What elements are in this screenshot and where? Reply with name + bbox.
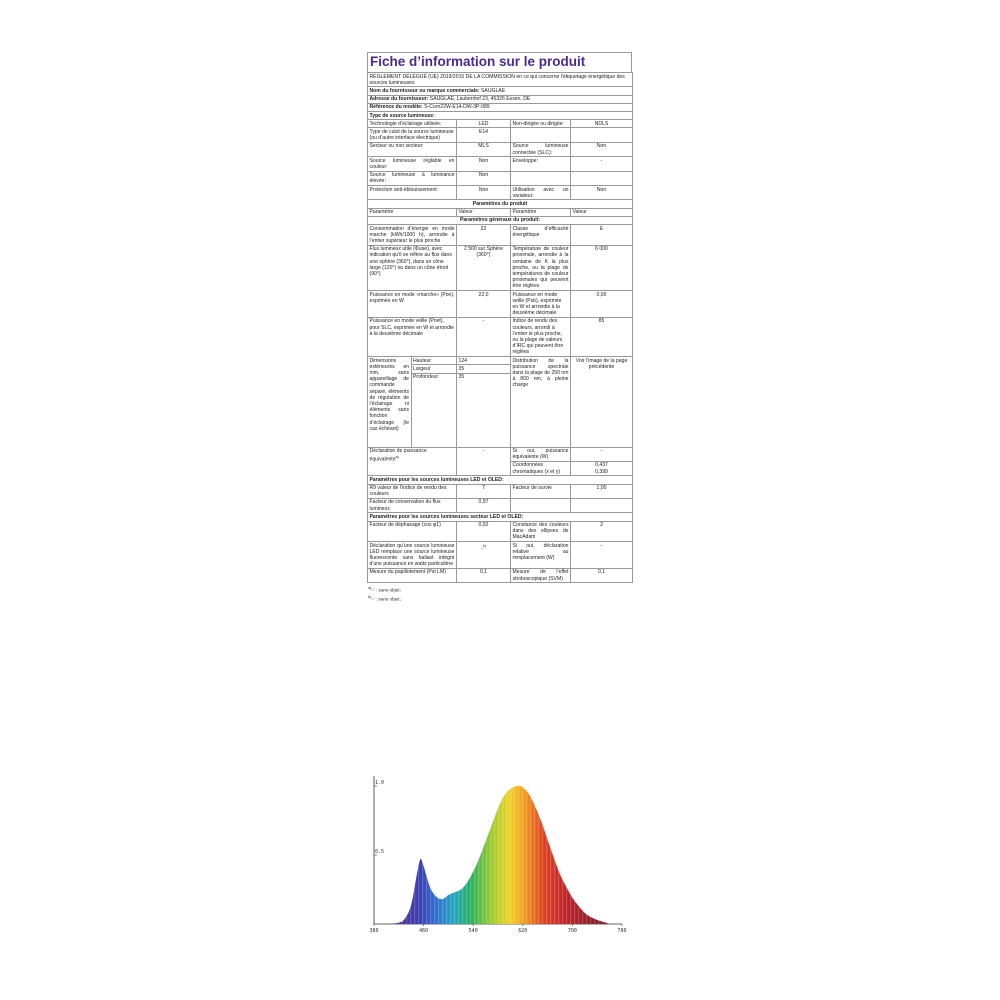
param-cell: [511, 171, 571, 185]
chart-plot: [369, 776, 626, 934]
table-row: [368, 291, 633, 318]
info-table: [367, 72, 633, 583]
dimension-value: 35: [457, 365, 510, 373]
param-cell: Constance des couleurs dans des ellipses de MacAdam: [512, 522, 569, 541]
value-cell: 2: [571, 521, 633, 542]
value-cell: 0,92: [457, 521, 511, 542]
column-header: Paramètre: [511, 208, 571, 216]
value-cell: -: [571, 157, 633, 171]
table-row: [368, 447, 633, 461]
value-cell: [571, 498, 633, 512]
value-cell: NDLS: [571, 120, 633, 128]
value-cell: 2 500 sur Sphère (360°): [457, 245, 511, 290]
param-cell: Puissance en mode «marche» (Pon), exprimée en W: [368, 291, 457, 318]
value-cell: -: [571, 447, 633, 461]
value-cell: Non: [457, 157, 511, 171]
param-cell: Source lumineuse connectée (SLC):: [512, 143, 569, 156]
value-cell: [571, 128, 633, 142]
value-cell: [571, 171, 633, 185]
value-cell: [457, 542, 511, 569]
dimensions-cell: [368, 357, 457, 447]
table-row: [368, 498, 633, 512]
value-cell: 22: [457, 225, 511, 246]
value-cell: E: [571, 225, 633, 246]
table-row: [368, 357, 633, 447]
column-header: Valeur: [457, 208, 511, 216]
table-row: [368, 171, 633, 185]
model-row: [368, 103, 633, 111]
param-cell: Température de couleur proximale, arrondie à la centaine de K la plus proche, ou la plage de températures de couleur proximales qui peuvent être réglées: [512, 246, 569, 290]
chromaticity-y: 0,399: [595, 468, 608, 475]
param-cell: Si oui, déclaration relative au remplacement (W): [511, 542, 571, 569]
value-cell: MLS: [457, 142, 511, 156]
param-cell: Indice de rendu des couleurs, arrondi à l’entier le plus proche, ou la plage de valeurs d’IRC qui peuvent être réglées: [511, 317, 571, 356]
value-cell: Non: [457, 171, 511, 185]
table-header-row: [368, 208, 633, 216]
value-cell: -: [457, 317, 511, 356]
footnote-text: '-' : sans objet;: [371, 596, 401, 602]
y-tick-label: 0.5: [375, 849, 385, 855]
param-cell: [511, 498, 571, 512]
spectrum-chart: [366, 764, 634, 936]
dimension-value: 35: [458, 374, 465, 381]
value-cell: 0,97: [457, 498, 511, 512]
param-cell: Facteur de déphasage (cos φ1): [368, 521, 457, 542]
dimension-name: Hauteur: [411, 357, 456, 365]
value-cell: [571, 461, 633, 475]
x-tick-label: 380: [369, 928, 379, 934]
value-text: -: [481, 545, 483, 552]
x-tick-label: 540: [468, 928, 478, 934]
table-row: [368, 245, 633, 290]
param-cell: Utilisation avec un variateur:: [512, 186, 569, 199]
footnote-text: '-' : sans objet;: [371, 587, 401, 593]
param-cell: Puissance en mode veille (Pnet), pour SLC, exprimée en W et arrondie à la deuxième décimale: [368, 317, 457, 356]
supplier-row: [368, 87, 633, 95]
table-row: [368, 120, 633, 128]
general-header: Paramètres généraux du produit:: [368, 216, 633, 224]
param-cell: Flux lumineux utile (Φuse), avec indication qu’il se réfère au flux dans une sphère (360°), dans un cône large (120°) ou dans un cône étroit (90°): [368, 245, 457, 290]
param-cell: Source lumineuse réglable en couleur:: [369, 157, 455, 170]
spectrum-texture: [386, 786, 609, 924]
model-label: Référence du modèle:: [369, 104, 423, 111]
footnote-marker: b): [368, 594, 372, 599]
footnote-marker: a): [395, 455, 399, 460]
table-row: [368, 484, 633, 498]
param-cell: Secteur ou non secteur:: [368, 142, 457, 156]
type-header: Type de source lumineuse:: [368, 112, 633, 120]
address-row: [368, 95, 633, 103]
value-cell: 0,1: [457, 568, 511, 582]
equiv-label: Déclaration de puissance équivalente: [369, 448, 427, 463]
footnote-marker: a): [368, 586, 372, 591]
value-cell: E14: [457, 128, 511, 142]
y-tick-label: 1.0: [375, 780, 385, 786]
value-cell: Non: [457, 186, 511, 200]
param-cell: Si oui, puissance équivalente (W): [512, 448, 569, 461]
table-row: [368, 157, 633, 171]
param-cell: Non-dirigée ou dirigée:: [511, 120, 571, 128]
x-tick-label: 780: [617, 928, 627, 934]
address-value: SAUGLAE, Laubenhof 23, 45326 Essen, DE: [429, 96, 531, 103]
value-cell: -: [571, 542, 633, 569]
table-row: [368, 521, 633, 542]
table-row: [368, 142, 633, 156]
value-cell: -: [457, 447, 511, 476]
mls-header: Paramètres pour les sources lumineuses secteur LED et OLED:: [368, 513, 633, 521]
param-cell: Facteur de conservation du flux lumineux: [368, 498, 457, 512]
param-cell: Consommation d’énergie en mode marche (kWh/1000 h), arrondie à l’entier supérieur le plus proche: [369, 225, 455, 244]
x-tick-label: 620: [518, 928, 528, 934]
param-cell: Puissance en mode veille (Psb), exprimée en W et arrondie à la deuxième décimale: [511, 291, 571, 318]
table-row: [368, 568, 633, 582]
param-cell: Protection anti-éblouissement:: [368, 186, 457, 200]
value-cell: 7: [457, 484, 511, 498]
param-cell: Coordonnées chromatiques (x et y): [511, 461, 571, 475]
table-row: [368, 128, 633, 142]
footnotes: [367, 585, 632, 602]
param-cell: Mesure du papillotement (Pst LM): [368, 568, 457, 582]
dimension-name: Largeur: [411, 365, 456, 373]
params-header: Paramètres du produit: [368, 200, 633, 208]
footnote: [368, 585, 632, 594]
value-cell: LED: [457, 120, 511, 128]
param-cell: Déclaration qu’une source lumineuse LED remplace une source lumineuse fluorescente sans ballast intégré d’une puissance en watts particulière: [369, 542, 455, 568]
value-cell: Voir l’image de la page précédente: [571, 357, 633, 447]
param-cell: [368, 447, 457, 476]
page-title: Fiche d’information sur le produit: [367, 52, 632, 72]
param-cell: R9 valeur de l’indice de rendu des couleurs: [368, 484, 457, 498]
param-cell: Technologie d’éclairage utilisée:: [368, 120, 457, 128]
param-cell: [511, 128, 571, 142]
value-cell: 85: [571, 317, 633, 356]
product-information-sheet: [367, 52, 632, 602]
dimensions-label: Dimensions extérieures en mm, sans appareillage de commande séparé, éléments de régulation de l’éclairage ni éléments sans fonction d’éclairage (le cas échéant): [368, 357, 411, 446]
value-cell: 1,00: [571, 484, 633, 498]
table-row: [368, 542, 633, 569]
value-cell: 6 000: [571, 245, 633, 290]
param-cell: Enveloppe:: [511, 157, 571, 171]
value-cell: 22,0: [457, 291, 511, 318]
regulation-text: RÈGLEMENT DÉLÉGUÉ (UE) 2019/2015 DE LA COMMISSION en ce qui concerne l’étiquetage énergétique des sources lumineuses: [368, 73, 633, 87]
dimension-name: Profondeur: [413, 374, 439, 381]
param-cell: Facteur de survie: [511, 484, 571, 498]
dimensions-values: [457, 357, 511, 447]
value-cell: 0,00: [571, 291, 633, 318]
value-cell: Non: [571, 186, 633, 200]
chromaticity-x: 0,437: [595, 462, 608, 469]
model-value: S-Corn22W-E14-DW-3P-089: [424, 104, 490, 111]
dimension-value: 124: [457, 357, 510, 365]
param-cell: Mesure de l’effet stroboscopique (SVM): [512, 569, 569, 582]
address-label: Adresse du fournisseur:: [369, 96, 429, 103]
table-row: [368, 225, 633, 246]
param-cell: Type de culot de la source lumineuse (ou d’autre interface électrique): [368, 128, 457, 142]
column-header: Valeur: [571, 208, 633, 216]
param-cell: Classe d’efficacité énergétique: [511, 225, 571, 246]
led-header: Paramètres pour les sources lumineuses LED et OLED:: [368, 476, 633, 484]
supplier-value: SAUGLAE: [481, 87, 506, 94]
table-row: [368, 186, 633, 200]
param-cell: Distribution de la puissance spectrale dans la plage de 250 nm à 800 nm, à pleine charge: [511, 357, 571, 447]
table-row: [368, 317, 633, 356]
supplier-label: Nom du fournisseur ou marque commerciale:: [369, 87, 480, 94]
value-cell: Non: [571, 142, 633, 156]
x-tick-label: 460: [419, 928, 429, 934]
column-header: Paramètre: [368, 208, 457, 216]
footnote-marker: b): [482, 543, 486, 548]
value-cell: 0,1: [571, 568, 633, 582]
x-tick-label: 700: [567, 928, 577, 934]
footnote: [368, 594, 632, 603]
param-cell: Source lumineuse à luminance élevée:: [369, 172, 455, 185]
